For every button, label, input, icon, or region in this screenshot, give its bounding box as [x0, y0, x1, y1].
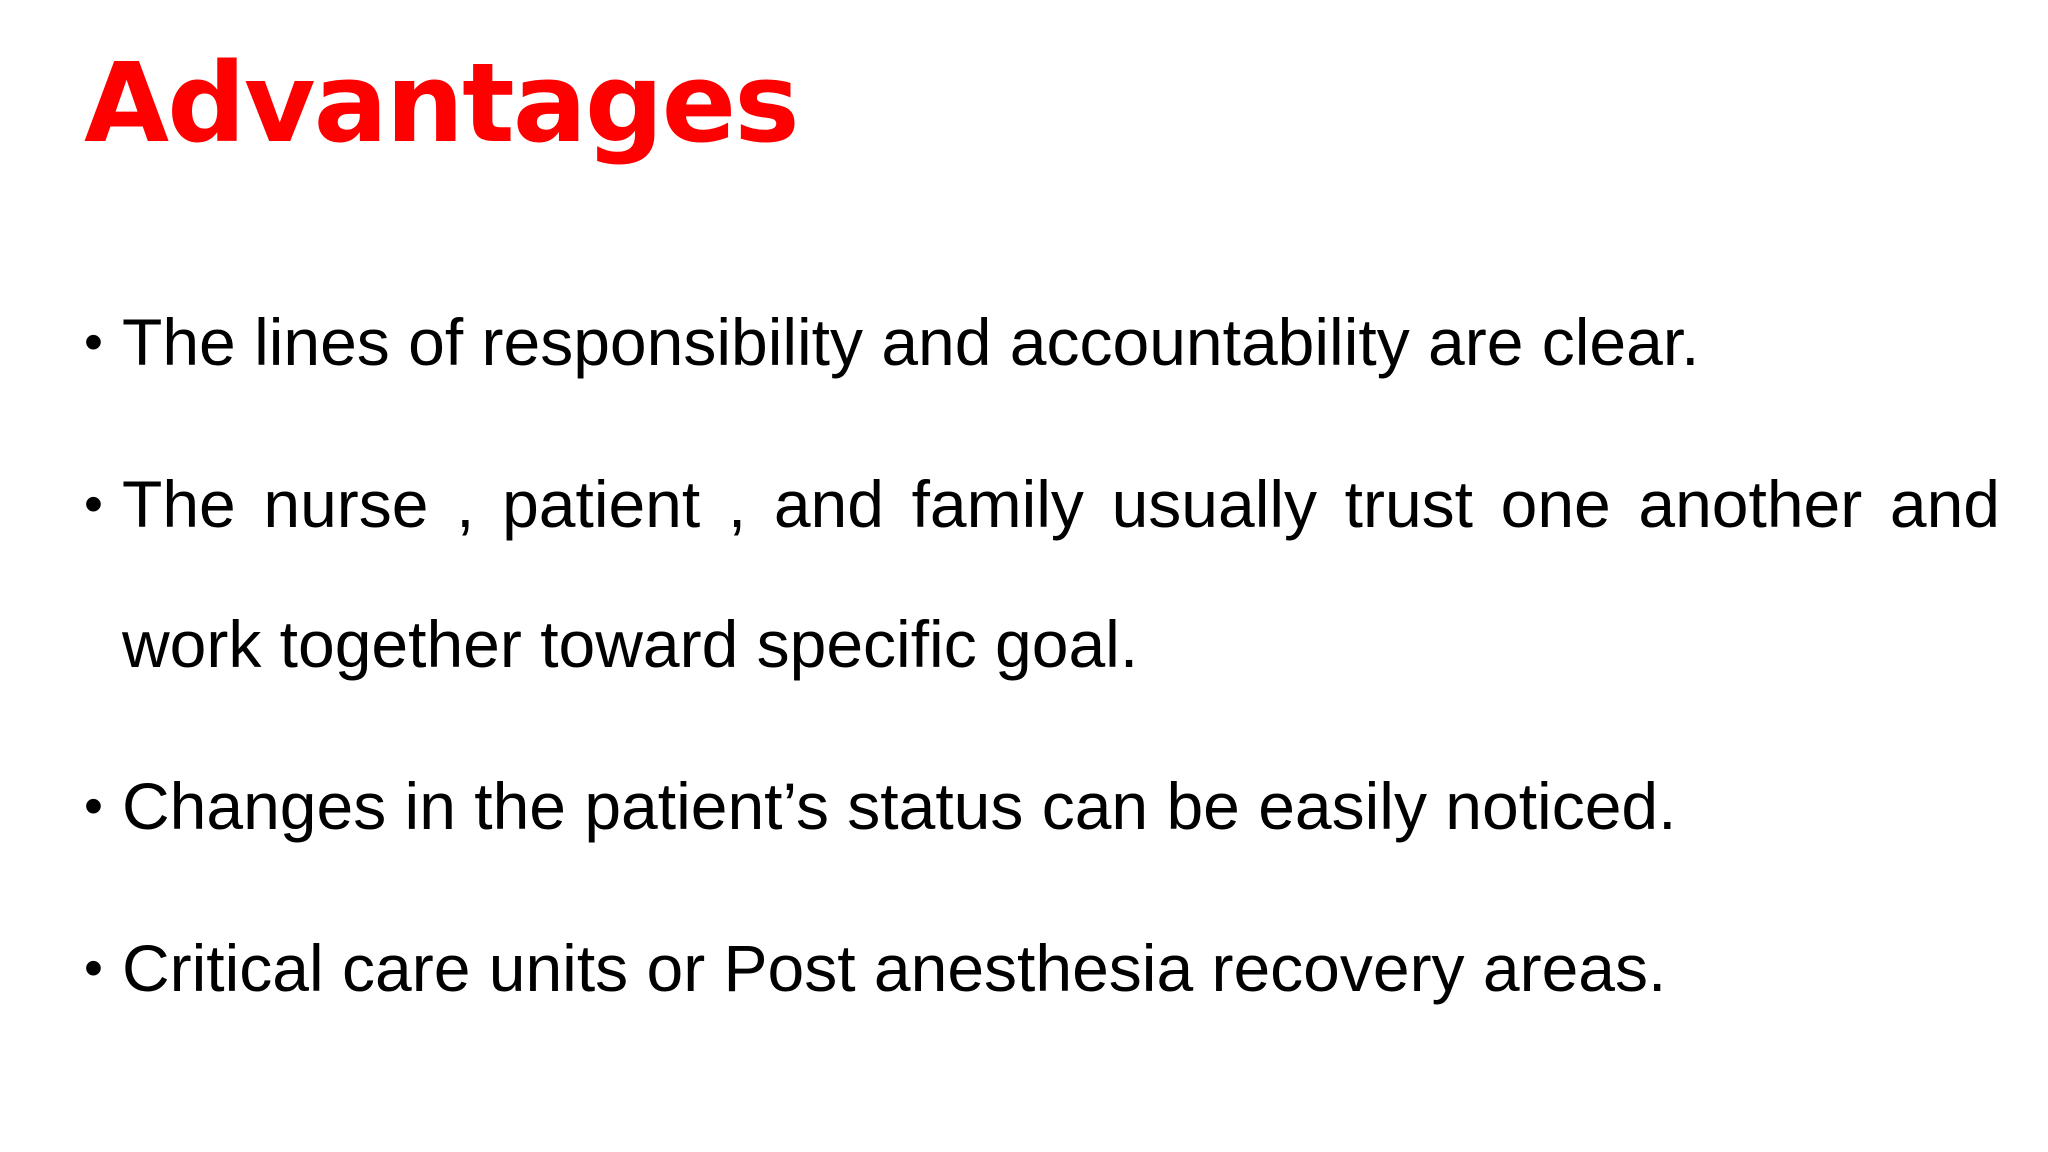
bullet-icon: • [84, 776, 103, 836]
bullet-item [84, 736, 2000, 876]
bullet-item [84, 434, 2000, 714]
slide-title: Advantages [84, 39, 798, 167]
bullet-item [84, 272, 2000, 412]
bullet-text: The nurse , patient , and family usually trust one another and work together toward specific goal. [122, 467, 2000, 681]
bullet-text: Critical care units or Post anesthesia recovery areas. [122, 931, 1667, 1005]
bullet-item [84, 898, 2000, 1038]
bullet-icon: • [84, 938, 103, 998]
bullet-icon: • [84, 312, 103, 372]
bullet-text: Changes in the patient’s status can be easily noticed. [122, 769, 1677, 843]
bullet-icon: • [84, 474, 103, 534]
bullet-text: The lines of responsibility and accountability are clear. [122, 305, 1700, 379]
bullet-list [84, 272, 2000, 1060]
